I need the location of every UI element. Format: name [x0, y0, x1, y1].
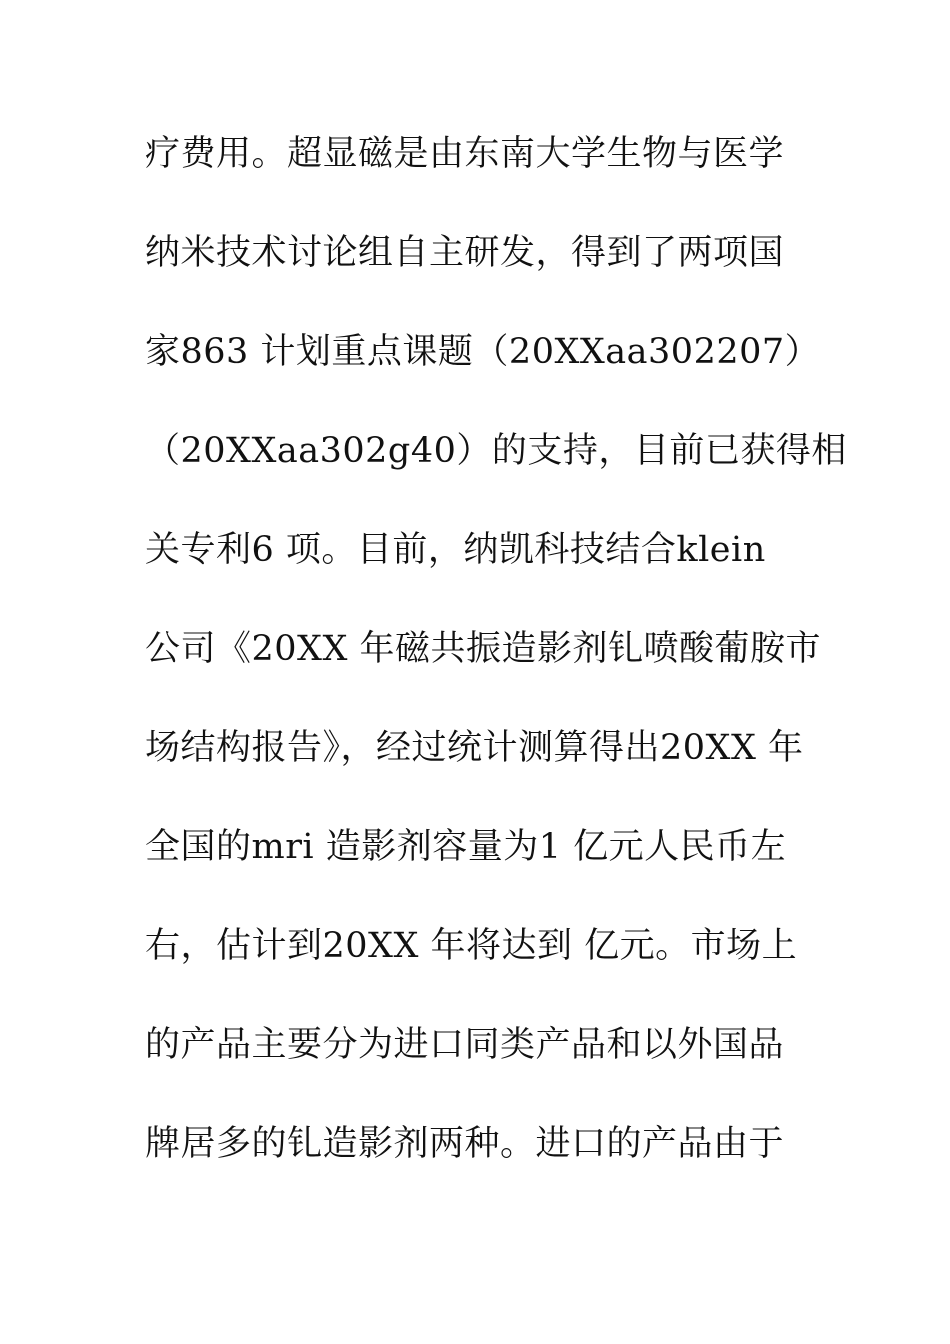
body-text: [145, 124, 847, 1213]
text-line: 场结构报告》，经过统计测算得出20XX 年: [145, 728, 804, 768]
text-line: 牌居多的钆造影剂两种。进口的产品由于: [145, 1124, 785, 1164]
text-line: 公司《20XX 年磁共振造影剂钆喷酸葡胺市: [145, 629, 821, 669]
text-line: 家863 计划重点课题（20XXaa302207）: [145, 332, 821, 372]
text-line: 右，估计到20XX 年将达到 亿元。市场上: [145, 926, 798, 966]
text-line: 纳米技术讨论组自主研发，得到了两项国: [145, 233, 785, 273]
text-line: 全国的mri 造影剂容量为1 亿元人民币左: [145, 827, 787, 867]
text-line: 疗费用。超显磁是由东南大学生物与医学: [145, 134, 785, 174]
text-line: 的产品主要分为进口同类产品和以外国品: [145, 1025, 785, 1065]
text-line: 关专利6 项。目前，纳凯科技结合klein: [145, 530, 766, 570]
text-line: （20XXaa302g40）的支持，目前已获得相: [145, 431, 847, 471]
